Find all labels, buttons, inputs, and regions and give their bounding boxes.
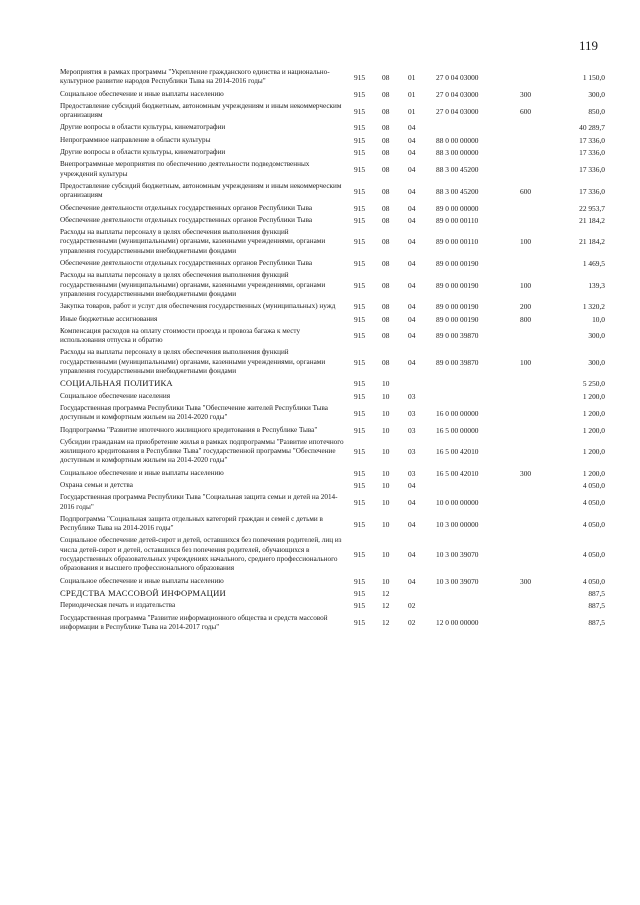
amount: 1 150,0 xyxy=(582,72,605,82)
agency-code: 915 xyxy=(354,601,366,611)
target-article-code: 88 3 00 45200 xyxy=(436,165,479,175)
amount: 887,5 xyxy=(588,601,605,611)
target-article-code: 27 0 04 03000 xyxy=(436,89,479,99)
expense-type-code: 800 xyxy=(520,314,532,324)
section-code: 10 xyxy=(382,468,390,478)
table-row xyxy=(60,123,605,132)
table-row xyxy=(60,348,605,376)
subsection-code: 03 xyxy=(408,468,416,478)
expense-name: Государственная программа Республики Тыва "Социальная защита семьи и детей на 2014-2016 годы" xyxy=(60,493,338,511)
table-row xyxy=(60,216,605,225)
subsection-code: 04 xyxy=(408,148,416,158)
section-code: 08 xyxy=(382,72,390,82)
section-code: 08 xyxy=(382,357,390,367)
agency-code: 915 xyxy=(354,237,366,247)
target-article-code: 10 3 00 39070 xyxy=(436,550,479,560)
expense-type-code: 600 xyxy=(520,186,532,196)
expense-name: Предоставление субсидий бюджетным, автономным учреждениям и иным некоммерческим организациям xyxy=(60,101,342,120)
section-code: 12 xyxy=(382,618,390,628)
agency-code: 915 xyxy=(354,106,366,116)
amount: 10,0 xyxy=(592,314,605,324)
target-article-code: 89 0 00 00190 xyxy=(436,259,479,269)
agency-code: 915 xyxy=(354,259,366,269)
agency-code: 915 xyxy=(354,379,366,389)
section-code: 08 xyxy=(382,215,390,225)
amount: 21 184,2 xyxy=(579,237,605,247)
agency-code: 915 xyxy=(354,135,366,145)
target-article-code: 89 0 00 39870 xyxy=(436,357,479,367)
table-row xyxy=(60,589,605,598)
table-row xyxy=(60,136,605,145)
subsection-code: 04 xyxy=(408,576,416,586)
subsection-code: 04 xyxy=(408,186,416,196)
table-row xyxy=(60,481,605,490)
target-article-code: 88 3 00 00000 xyxy=(436,148,479,158)
expense-name: Предоставление субсидий бюджетным, автономным учреждениям и иным некоммерческим организациям xyxy=(60,181,342,200)
table-row xyxy=(60,379,605,388)
amount: 4 050,0 xyxy=(582,497,605,507)
amount: 1 200,0 xyxy=(582,447,605,457)
subsection-code: 04 xyxy=(408,357,416,367)
agency-code: 915 xyxy=(354,618,366,628)
expense-name: Непрограммное направление в области культуры xyxy=(60,135,211,144)
amount: 22 953,7 xyxy=(579,203,605,213)
agency-code: 915 xyxy=(354,203,366,213)
section-code: 12 xyxy=(382,601,390,611)
agency-code: 915 xyxy=(354,408,366,418)
target-article-code: 88 0 00 00000 xyxy=(436,135,479,145)
subsection-code: 04 xyxy=(408,331,416,341)
amount: 850,0 xyxy=(588,106,605,116)
section-code: 08 xyxy=(382,259,390,269)
subsection-code: 03 xyxy=(408,425,416,435)
agency-code: 915 xyxy=(354,425,366,435)
section-code: 08 xyxy=(382,280,390,290)
subsection-code: 04 xyxy=(408,237,416,247)
expense-name: Социальное обеспечение детей-сирот и детей, оставшихся без попечения родителей, лиц из числа детей-сирот и детей, оставшихся без попечения родителей, обучающихся в государственных образовательных учреждениях начального, среднего профессионального образования и высшего профессионального образования xyxy=(60,536,342,573)
amount: 887,5 xyxy=(588,588,605,598)
agency-code: 915 xyxy=(354,357,366,367)
expense-name: Мероприятия в рамках программы "Укрепление гражданского единства и национально-культурное развитие народов Республики Тыва на 2014-2016 годы" xyxy=(60,68,330,86)
expense-name: Социальное обеспечение и иные выплаты населению xyxy=(60,468,224,477)
section-code: 10 xyxy=(382,576,390,586)
subsection-code: 04 xyxy=(408,135,416,145)
section-code: 08 xyxy=(382,123,390,133)
target-article-code: 89 0 00 00190 xyxy=(436,314,479,324)
table-row xyxy=(60,302,605,311)
expense-type-code: 200 xyxy=(520,302,532,312)
expense-name: Расходы на выплаты персоналу в целях обеспечения выполнения функций государственными (муниципальными) органами, казенными учреждениями, органами управления государственными внебюджетными фондами xyxy=(60,228,326,255)
target-article-code: 10 3 00 39070 xyxy=(436,576,479,586)
target-article-code: 89 0 00 00190 xyxy=(436,302,479,312)
amount: 4 050,0 xyxy=(582,550,605,560)
amount: 1 320,2 xyxy=(582,302,605,312)
target-article-code: 89 0 00 00000 xyxy=(436,203,479,213)
agency-code: 915 xyxy=(354,89,366,99)
agency-code: 915 xyxy=(354,576,366,586)
expense-name: Компенсация расходов на оплату стоимости проезда и провоза багажа к месту использования отпуска и обратно xyxy=(60,326,301,345)
section-code: 08 xyxy=(382,302,390,312)
subsection-code: 04 xyxy=(408,123,416,133)
table-row xyxy=(60,469,605,478)
agency-code: 915 xyxy=(354,302,366,312)
section-code: 10 xyxy=(382,425,390,435)
target-article-code: 10 0 00 00000 xyxy=(436,497,479,507)
expense-name: Обеспечение деятельности отдельных государственных органов Республики Тыва xyxy=(60,259,313,268)
amount: 4 050,0 xyxy=(582,576,605,586)
target-article-code: 16 5 00 42010 xyxy=(436,447,479,457)
subsection-code: 03 xyxy=(408,447,416,457)
section-code: 12 xyxy=(382,588,390,598)
amount: 300,0 xyxy=(588,89,605,99)
table-row xyxy=(60,182,605,201)
amount: 300,0 xyxy=(588,357,605,367)
table-row xyxy=(60,493,605,512)
table-row xyxy=(60,148,605,157)
agency-code: 915 xyxy=(354,186,366,196)
expense-name: Расходы на выплаты персоналу в целях обеспечения выполнения функций государственными (муниципальными) органами, казенными учреждениями, органами управления государственными внебюджетными фондами xyxy=(60,271,326,298)
target-article-code: 89 0 00 00110 xyxy=(436,237,479,247)
expense-name: Закупка товаров, работ и услуг для обеспечения государственных (муниципальных) нужд xyxy=(60,302,336,311)
amount: 4 050,0 xyxy=(582,519,605,529)
subsection-code: 04 xyxy=(408,259,416,269)
expense-name: Подпрограмма "Социальная защита отдельных категорий граждан и семей с детьми в Республике Тыва на 2014-2016 годы" xyxy=(60,514,323,533)
section-code: 08 xyxy=(382,148,390,158)
section-code: 08 xyxy=(382,331,390,341)
subsection-code: 04 xyxy=(408,314,416,324)
expense-name: Подпрограмма "Развитие ипотечного жилищного кредитования в Республике Тыва" xyxy=(60,425,318,434)
target-article-code: 89 0 00 00190 xyxy=(436,280,479,290)
table-row xyxy=(60,426,605,435)
table-row xyxy=(60,438,605,466)
table-row xyxy=(60,160,605,179)
expense-name: Расходы на выплаты персоналу в целях обеспечения выполнения функций государственными (муниципальными) органами, казенными учреждениями, органами управления государственными внебюджетными фондами xyxy=(60,348,326,376)
amount: 4 050,0 xyxy=(582,480,605,490)
section-heading: СРЕДСТВА МАССОВОЙ ИНФОРМАЦИИ xyxy=(60,587,226,598)
target-article-code: 88 3 00 45200 xyxy=(436,186,479,196)
agency-code: 915 xyxy=(354,519,366,529)
subsection-code: 04 xyxy=(408,280,416,290)
subsection-code: 04 xyxy=(408,302,416,312)
amount: 17 336,0 xyxy=(579,186,605,196)
subsection-code: 04 xyxy=(408,519,416,529)
agency-code: 915 xyxy=(354,72,366,82)
table-row xyxy=(60,515,605,534)
subsection-code: 01 xyxy=(408,72,416,82)
section-code: 10 xyxy=(382,519,390,529)
expense-name: Охрана семьи и детства xyxy=(60,480,133,489)
agency-code: 915 xyxy=(354,331,366,341)
table-row xyxy=(60,601,605,610)
table-row xyxy=(60,259,605,268)
target-article-code: 16 0 00 00000 xyxy=(436,408,479,418)
amount: 17 336,0 xyxy=(579,148,605,158)
table-row xyxy=(60,102,605,121)
amount: 17 336,0 xyxy=(579,165,605,175)
expense-name: Обеспечение деятельности отдельных государственных органов Республики Тыва xyxy=(60,215,313,224)
subsection-code: 03 xyxy=(408,391,416,401)
agency-code: 915 xyxy=(354,447,366,457)
table-row xyxy=(60,271,605,299)
expense-type-code: 100 xyxy=(520,357,532,367)
expense-type-code: 300 xyxy=(520,468,532,478)
agency-code: 915 xyxy=(354,314,366,324)
agency-code: 915 xyxy=(354,165,366,175)
agency-code: 915 xyxy=(354,550,366,560)
table-row xyxy=(60,90,605,99)
page-number: 119 xyxy=(578,38,598,53)
agency-code: 915 xyxy=(354,497,366,507)
section-code: 10 xyxy=(382,480,390,490)
section-code: 08 xyxy=(382,186,390,196)
expense-type-code: 300 xyxy=(520,89,532,99)
table-row xyxy=(60,614,605,633)
agency-code: 915 xyxy=(354,480,366,490)
expense-type-code: 100 xyxy=(520,280,532,290)
subsection-code: 01 xyxy=(408,89,416,99)
target-article-code: 27 0 04 03000 xyxy=(436,106,479,116)
subsection-code: 04 xyxy=(408,215,416,225)
amount: 1 469,5 xyxy=(582,259,605,269)
table-row xyxy=(60,536,605,573)
amount: 17 336,0 xyxy=(579,135,605,145)
expense-type-code: 100 xyxy=(520,237,532,247)
subsection-code: 02 xyxy=(408,618,416,628)
target-article-code: 89 0 00 39870 xyxy=(436,331,479,341)
agency-code: 915 xyxy=(354,280,366,290)
expense-type-code: 600 xyxy=(520,106,532,116)
section-code: 08 xyxy=(382,135,390,145)
amount: 40 289,7 xyxy=(579,123,605,133)
agency-code: 915 xyxy=(354,123,366,133)
target-article-code: 16 5 00 00000 xyxy=(436,425,479,435)
amount: 1 200,0 xyxy=(582,391,605,401)
target-article-code: 89 0 00 00110 xyxy=(436,215,479,225)
section-code: 10 xyxy=(382,391,390,401)
section-code: 10 xyxy=(382,497,390,507)
section-code: 10 xyxy=(382,550,390,560)
section-code: 08 xyxy=(382,106,390,116)
target-article-code: 27 0 04 03000 xyxy=(436,72,479,82)
amount: 1 200,0 xyxy=(582,425,605,435)
subsection-code: 04 xyxy=(408,165,416,175)
section-code: 08 xyxy=(382,237,390,247)
subsection-code: 03 xyxy=(408,408,416,418)
table-row xyxy=(60,204,605,213)
subsection-code: 04 xyxy=(408,497,416,507)
section-code: 10 xyxy=(382,379,390,389)
table-row xyxy=(60,68,605,87)
table-row xyxy=(60,577,605,586)
section-code: 08 xyxy=(382,89,390,99)
section-code: 10 xyxy=(382,408,390,418)
table-row xyxy=(60,228,605,256)
table-row xyxy=(60,315,605,324)
expense-name: Социальное обеспечение и иные выплаты населению xyxy=(60,89,224,98)
expense-type-code: 300 xyxy=(520,576,532,586)
amount: 21 184,2 xyxy=(579,215,605,225)
target-article-code: 10 3 00 00000 xyxy=(436,519,479,529)
agency-code: 915 xyxy=(354,588,366,598)
amount: 139,3 xyxy=(588,280,605,290)
amount: 5 250,0 xyxy=(582,379,605,389)
subsection-code: 04 xyxy=(408,203,416,213)
section-code: 08 xyxy=(382,165,390,175)
expense-name: Социальное обеспечение и иные выплаты населению xyxy=(60,576,224,585)
expense-name: Иные бюджетные ассигнования xyxy=(60,314,158,323)
amount: 1 200,0 xyxy=(582,468,605,478)
section-heading: СОЦИАЛЬНАЯ ПОЛИТИКА xyxy=(60,378,173,389)
amount: 887,5 xyxy=(588,618,605,628)
subsection-code: 01 xyxy=(408,106,416,116)
expense-name: Государственная программа Республики Тыва "Обеспечение жителей Республики Тыва доступным и комфортным жильем на 2014-2020 годы" xyxy=(60,403,328,422)
section-code: 10 xyxy=(382,447,390,457)
expense-name: Внепрограммные мероприятия по обеспечению деятельности подведомственных учреждений культуры xyxy=(60,160,310,178)
subsection-code: 04 xyxy=(408,480,416,490)
agency-code: 915 xyxy=(354,148,366,158)
expense-name: Периодическая печать и издательства xyxy=(60,601,176,610)
agency-code: 915 xyxy=(354,215,366,225)
budget-table xyxy=(60,68,605,635)
section-code: 08 xyxy=(382,314,390,324)
table-row xyxy=(60,392,605,401)
agency-code: 915 xyxy=(354,391,366,401)
amount: 1 200,0 xyxy=(582,408,605,418)
subsection-code: 02 xyxy=(408,601,416,611)
expense-name: Обеспечение деятельности отдельных государственных органов Республики Тыва xyxy=(60,203,313,212)
agency-code: 915 xyxy=(354,468,366,478)
table-row xyxy=(60,327,605,346)
amount: 300,0 xyxy=(588,331,605,341)
expense-name: Субсидии гражданам на приобретение жилья в рамках подпрограммы "Развитие ипотечного жилищного кредитования в Республике Тыва" государственной программы "Обеспечение доступным и комфортным жильем на 2014-2020 годы" xyxy=(60,437,344,465)
expense-name: Другие вопросы в области культуры, кинематографии xyxy=(60,123,226,132)
target-article-code: 12 0 00 00000 xyxy=(436,618,479,628)
target-article-code: 16 5 00 42010 xyxy=(436,468,479,478)
expense-name: Другие вопросы в области культуры, кинематографии xyxy=(60,148,226,157)
expense-name: Социальное обеспечение населения xyxy=(60,391,171,400)
table-row xyxy=(60,404,605,423)
subsection-code: 04 xyxy=(408,550,416,560)
expense-name: Государственная программа "Развитие информационного общества и средств массовой информации в Республике Тыва на 2014-2017 годы" xyxy=(60,613,328,631)
section-code: 08 xyxy=(382,203,390,213)
